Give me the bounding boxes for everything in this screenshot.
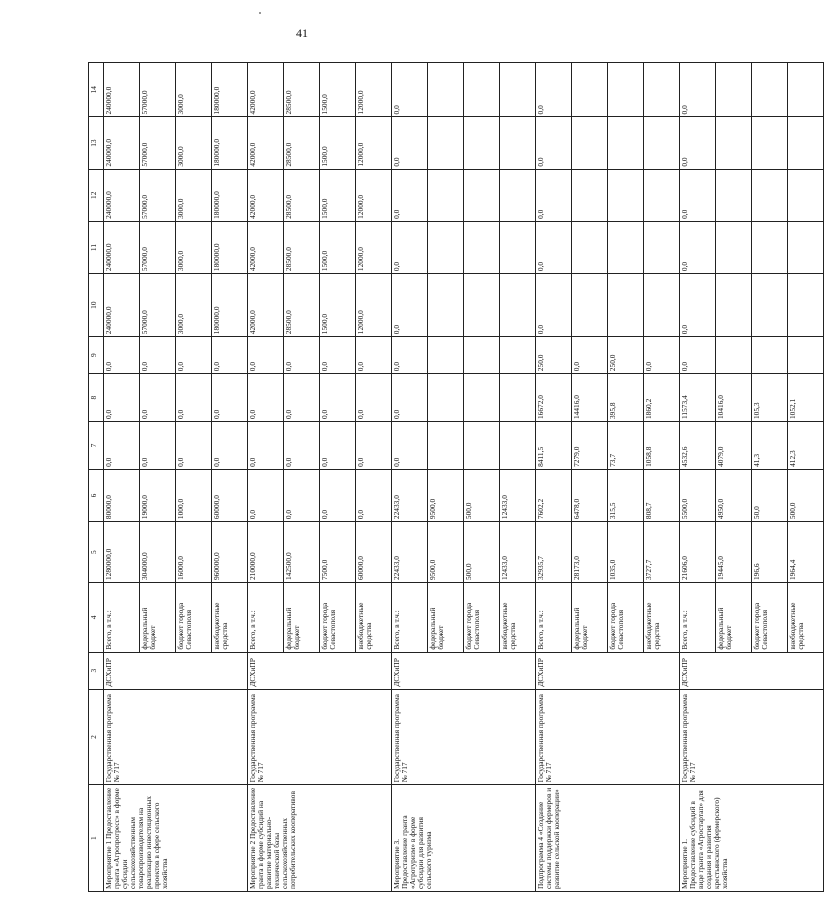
cell-amount: 28500,0 [284,63,320,117]
cell-amount: 3000,0 [176,274,212,337]
cell-amount: 50,0 [752,469,788,521]
cell-amount: 412,3 [788,422,824,470]
cell-amount [752,117,788,169]
cell-amount: 0,0 [320,422,356,470]
cell-amount [716,221,752,273]
page-number: 41 [296,26,308,40]
column-number: 5 [89,522,104,583]
cell-funding-source: федеральный бюджет [140,583,176,653]
cell-funding-source: Всего, в т.ч.: [248,583,284,653]
cell-amount: 1964,4 [788,522,824,583]
cell-amount: 240000,0 [104,169,140,221]
cell-amount [500,374,536,422]
cell-amount: 0,0 [248,422,284,470]
cell-name: Мероприятие 1. Предоставление субсидий в виде гранта «Агростартап» для создания и развития крестьянского (фермерского) хозяйства [680,785,824,892]
cell-amount [716,169,752,221]
column-number: 9 [89,337,104,374]
cell-name: Мероприятие 3. Предоставление гранта «Агротуризм» в форме субсидии для развития сельского туризма [392,785,536,892]
cell-amount: 0,0 [212,337,248,374]
cell-amount [752,274,788,337]
cell-amount: 57000,0 [140,221,176,273]
cell-amount: 210000,0 [248,522,284,583]
cell-amount: 60000,0 [212,469,248,521]
cell-amount: 500,0 [788,469,824,521]
cell-amount: 240000,0 [104,221,140,273]
cell-amount: 9500,0 [428,522,464,583]
column-number: 6 [89,469,104,521]
cell-amount: 1052,1 [788,374,824,422]
cell-amount: 180000,0 [212,169,248,221]
cell-amount: 0,0 [536,221,572,273]
cell-amount [788,337,824,374]
cell-amount: 1058,8 [644,422,680,470]
cell-amount [500,169,536,221]
cell-program: Государственная программа № 717 [680,689,824,785]
cell-amount: 0,0 [176,374,212,422]
cell-amount: 1035,0 [608,522,644,583]
cell-amount [500,274,536,337]
cell-amount [644,117,680,169]
cell-amount [752,221,788,273]
cell-amount: 1000,0 [176,469,212,521]
cell-amount [788,117,824,169]
cell-amount: 0,0 [320,469,356,521]
cell-name: Мероприятие 2 Предоставление гранта в форме субсидий на развитие материально-технической базы сельскохозяйственных потребительских кооперативов [248,785,392,892]
column-number: 13 [89,117,104,169]
cell-amount: 0,0 [176,337,212,374]
cell-amount [788,63,824,117]
cell-amount: 11573,4 [680,374,716,422]
cell-amount: 42000,0 [248,169,284,221]
cell-amount [788,169,824,221]
cell-amount: 7602,2 [536,469,572,521]
cell-amount: 16672,0 [536,374,572,422]
cell-funding-source: федеральный бюджет [428,583,464,653]
cell-amount: 57000,0 [140,117,176,169]
cell-amount: 0,0 [680,63,716,117]
cell-amount: 12433,0 [500,469,536,521]
cell-funding-source: внебюджетные средства [500,583,536,653]
cell-amount [644,274,680,337]
cell-amount [644,63,680,117]
cell-amount [572,117,608,169]
cell-funding-source: внебюджетные средства [356,583,392,653]
cell-funding-source: бюджет города Севастополя [608,583,644,653]
cell-program: Государственная программа № 717 [536,689,680,785]
cell-amount [464,169,500,221]
cell-amount: 0,0 [392,374,428,422]
cell-amount [608,221,644,273]
column-number: 14 [89,63,104,117]
cell-amount: 4079,0 [716,422,752,470]
cell-amount: 1500,0 [320,117,356,169]
cell-amount: 0,0 [392,63,428,117]
cell-amount: 0,0 [284,469,320,521]
cell-amount [464,117,500,169]
cell-amount [716,117,752,169]
cell-amount [428,274,464,337]
cell-amount: 12000,0 [356,169,392,221]
table-row [104,63,140,892]
cell-amount [716,274,752,337]
column-number: 12 [89,169,104,221]
cell-amount: 1860,2 [644,374,680,422]
cell-amount: 500,0 [464,469,500,521]
cell-amount: 250,0 [536,337,572,374]
column-number-row [89,63,104,892]
cell-amount: 960000,0 [212,522,248,583]
cell-amount [428,63,464,117]
cell-executor: ДСХиПР [248,652,392,689]
column-number: 1 [89,785,104,892]
cell-amount: 28500,0 [284,169,320,221]
cell-amount: 1500,0 [320,221,356,273]
budget-table [88,62,824,892]
cell-amount: 7500,0 [320,522,356,583]
cell-amount [644,169,680,221]
cell-amount: 0,0 [248,374,284,422]
cell-amount [572,169,608,221]
cell-amount: 22433,0 [392,522,428,583]
cell-funding-source: бюджет города Севастополя [176,583,212,653]
cell-amount [716,337,752,374]
cell-amount [464,337,500,374]
cell-amount: 304000,0 [140,522,176,583]
cell-amount [752,337,788,374]
cell-amount: 0,0 [356,374,392,422]
column-number: 4 [89,583,104,653]
cell-amount [464,274,500,337]
cell-amount: 0,0 [140,374,176,422]
cell-amount: 42000,0 [248,117,284,169]
cell-amount: 9500,0 [428,469,464,521]
cell-amount: 3000,0 [176,117,212,169]
cell-amount: 0,0 [320,374,356,422]
column-number: 3 [89,652,104,689]
cell-amount: 142500,0 [284,522,320,583]
cell-amount [788,274,824,337]
cell-amount: 12000,0 [356,117,392,169]
cell-amount [572,63,608,117]
cell-amount [608,169,644,221]
cell-amount: 4950,0 [716,469,752,521]
cell-funding-source: бюджет города Севастополя [752,583,788,653]
cell-amount: 12433,0 [500,522,536,583]
cell-amount: 3000,0 [176,63,212,117]
cell-amount: 57000,0 [140,63,176,117]
cell-funding-source: внебюджетные средства [212,583,248,653]
cell-amount: 80000,0 [104,469,140,521]
cell-amount: 10416,0 [716,374,752,422]
cell-amount: 395,8 [608,374,644,422]
cell-name: Подпрограмма 4 «Создание системы поддержки фермеров и развитие сельской кооперации» [536,785,680,892]
cell-amount: 105,3 [752,374,788,422]
cell-amount: 0,0 [356,422,392,470]
cell-amount [500,422,536,470]
cell-funding-source: федеральный бюджет [716,583,752,653]
cell-amount: 3000,0 [176,169,212,221]
cell-amount: 0,0 [392,221,428,273]
cell-amount: 0,0 [680,274,716,337]
cell-amount: 0,0 [392,337,428,374]
cell-amount: 0,0 [284,337,320,374]
table-row [536,63,572,892]
cell-amount [752,169,788,221]
cell-amount [428,337,464,374]
cell-executor: ДСХиПР [536,652,680,689]
cell-amount: 57000,0 [140,274,176,337]
cell-amount: 0,0 [392,422,428,470]
cell-amount: 60000,0 [356,522,392,583]
cell-program: Государственная программа № 717 [104,689,248,785]
cell-amount: 0,0 [356,469,392,521]
cell-executor: ДСХиПР [104,652,248,689]
cell-amount: 42000,0 [248,274,284,337]
cell-amount: 28173,0 [572,522,608,583]
cell-amount: 180000,0 [212,117,248,169]
cell-amount [608,117,644,169]
cell-amount: 19445,0 [716,522,752,583]
cell-amount: 1280000,0 [104,522,140,583]
cell-amount: 0,0 [248,469,284,521]
cell-amount: 0,0 [644,337,680,374]
cell-amount: 0,0 [104,422,140,470]
cell-amount: 21606,0 [680,522,716,583]
cell-amount: 0,0 [536,63,572,117]
cell-amount: 32935,7 [536,522,572,583]
cell-amount: 12000,0 [356,274,392,337]
cell-amount: 19000,0 [140,469,176,521]
cell-amount: 0,0 [536,169,572,221]
table-row [248,63,284,892]
cell-amount: 28500,0 [284,117,320,169]
cell-funding-source: внебюджетные средства [788,583,824,653]
column-number: 8 [89,374,104,422]
cell-amount: 0,0 [536,274,572,337]
cell-amount: 180000,0 [212,63,248,117]
cell-funding-source: Всего, в т.ч.: [392,583,428,653]
cell-amount [464,422,500,470]
cell-amount: 180000,0 [212,221,248,273]
cell-amount [608,63,644,117]
cell-program: Государственная программа № 717 [248,689,392,785]
cell-amount [428,374,464,422]
cell-amount: 0,0 [680,337,716,374]
cell-amount: 0,0 [176,422,212,470]
cell-funding-source: Всего, в т.ч.: [536,583,572,653]
cell-amount [572,221,608,273]
cell-amount [464,221,500,273]
cell-amount: 0,0 [392,274,428,337]
cell-amount: 240000,0 [104,63,140,117]
cell-amount: 16000,0 [176,522,212,583]
cell-amount: 250,0 [608,337,644,374]
cell-amount: 41,3 [752,422,788,470]
cell-funding-source: бюджет города Севастополя [464,583,500,653]
cell-amount [464,63,500,117]
cell-amount: 0,0 [140,337,176,374]
cell-funding-source: бюджет города Севастополя [320,583,356,653]
cell-amount: 7279,0 [572,422,608,470]
cell-amount: 0,0 [680,169,716,221]
cell-amount: 0,0 [680,221,716,273]
cell-amount: 196,6 [752,522,788,583]
cell-amount: 0,0 [212,422,248,470]
cell-amount: 42000,0 [248,63,284,117]
cell-amount: 0,0 [392,169,428,221]
cell-amount: 0,0 [572,337,608,374]
cell-amount: 1500,0 [320,169,356,221]
cell-amount [500,63,536,117]
cell-funding-source: Всего, в т.ч.: [104,583,140,653]
cell-funding-source: федеральный бюджет [284,583,320,653]
cell-amount: 180000,0 [212,274,248,337]
cell-amount [428,169,464,221]
cell-amount: 0,0 [392,117,428,169]
column-number: 7 [89,422,104,470]
cell-amount: 315,5 [608,469,644,521]
table-row [680,63,716,892]
cell-amount: 0,0 [104,337,140,374]
cell-amount: 22433,0 [392,469,428,521]
cell-amount: 808,7 [644,469,680,521]
cell-executor: ДСХиПР [392,652,536,689]
cell-amount [500,221,536,273]
cell-amount [500,337,536,374]
cell-amount [428,422,464,470]
cell-amount: 12000,0 [356,221,392,273]
cell-amount: 3000,0 [176,221,212,273]
cell-amount: 12000,0 [356,63,392,117]
cell-amount: 57000,0 [140,169,176,221]
cell-amount [428,221,464,273]
cell-amount: 240000,0 [104,117,140,169]
cell-amount: 0,0 [284,374,320,422]
cell-amount: 3727,7 [644,522,680,583]
cell-name: Мероприятие 1 Предоставление гранта «Агропрогресс» в форме субсидии сельскохозяйственным товаропроизводителям на реализацию инвестиционных проектов в сфере сельского хозяйства [104,785,248,892]
cell-amount: 73,7 [608,422,644,470]
table-row [392,63,428,892]
cell-amount: 500,0 [464,522,500,583]
cell-amount [500,117,536,169]
cell-amount: 42000,0 [248,221,284,273]
cell-amount: 0,0 [680,117,716,169]
cell-amount: 0,0 [284,422,320,470]
cell-amount: 5500,0 [680,469,716,521]
cell-amount: 0,0 [356,337,392,374]
cell-program: Государственная программа № 717 [392,689,536,785]
cell-executor: ДСХиПР [680,652,824,689]
scan-speck [259,12,261,14]
cell-amount [572,274,608,337]
cell-amount: 0,0 [104,374,140,422]
cell-amount: 14416,0 [572,374,608,422]
cell-funding-source: Всего, в т.ч.: [680,583,716,653]
cell-amount: 0,0 [248,337,284,374]
cell-amount: 1500,0 [320,274,356,337]
cell-funding-source: внебюджетные средства [644,583,680,653]
cell-amount: 0,0 [320,337,356,374]
cell-amount [788,221,824,273]
cell-amount [428,117,464,169]
cell-amount: 1500,0 [320,63,356,117]
cell-amount: 0,0 [140,422,176,470]
column-number: 10 [89,274,104,337]
cell-amount: 6478,0 [572,469,608,521]
cell-amount: 28500,0 [284,274,320,337]
cell-amount: 0,0 [536,117,572,169]
cell-amount: 28500,0 [284,221,320,273]
column-number: 11 [89,221,104,273]
rotated-page [88,62,805,892]
cell-amount: 240000,0 [104,274,140,337]
cell-amount [644,221,680,273]
column-number: 2 [89,689,104,785]
cell-amount: 4532,6 [680,422,716,470]
cell-amount: 0,0 [212,374,248,422]
cell-amount [464,374,500,422]
cell-amount [716,63,752,117]
cell-amount [608,274,644,337]
cell-amount [752,63,788,117]
cell-amount: 8411,5 [536,422,572,470]
cell-funding-source: федеральный бюджет [572,583,608,653]
